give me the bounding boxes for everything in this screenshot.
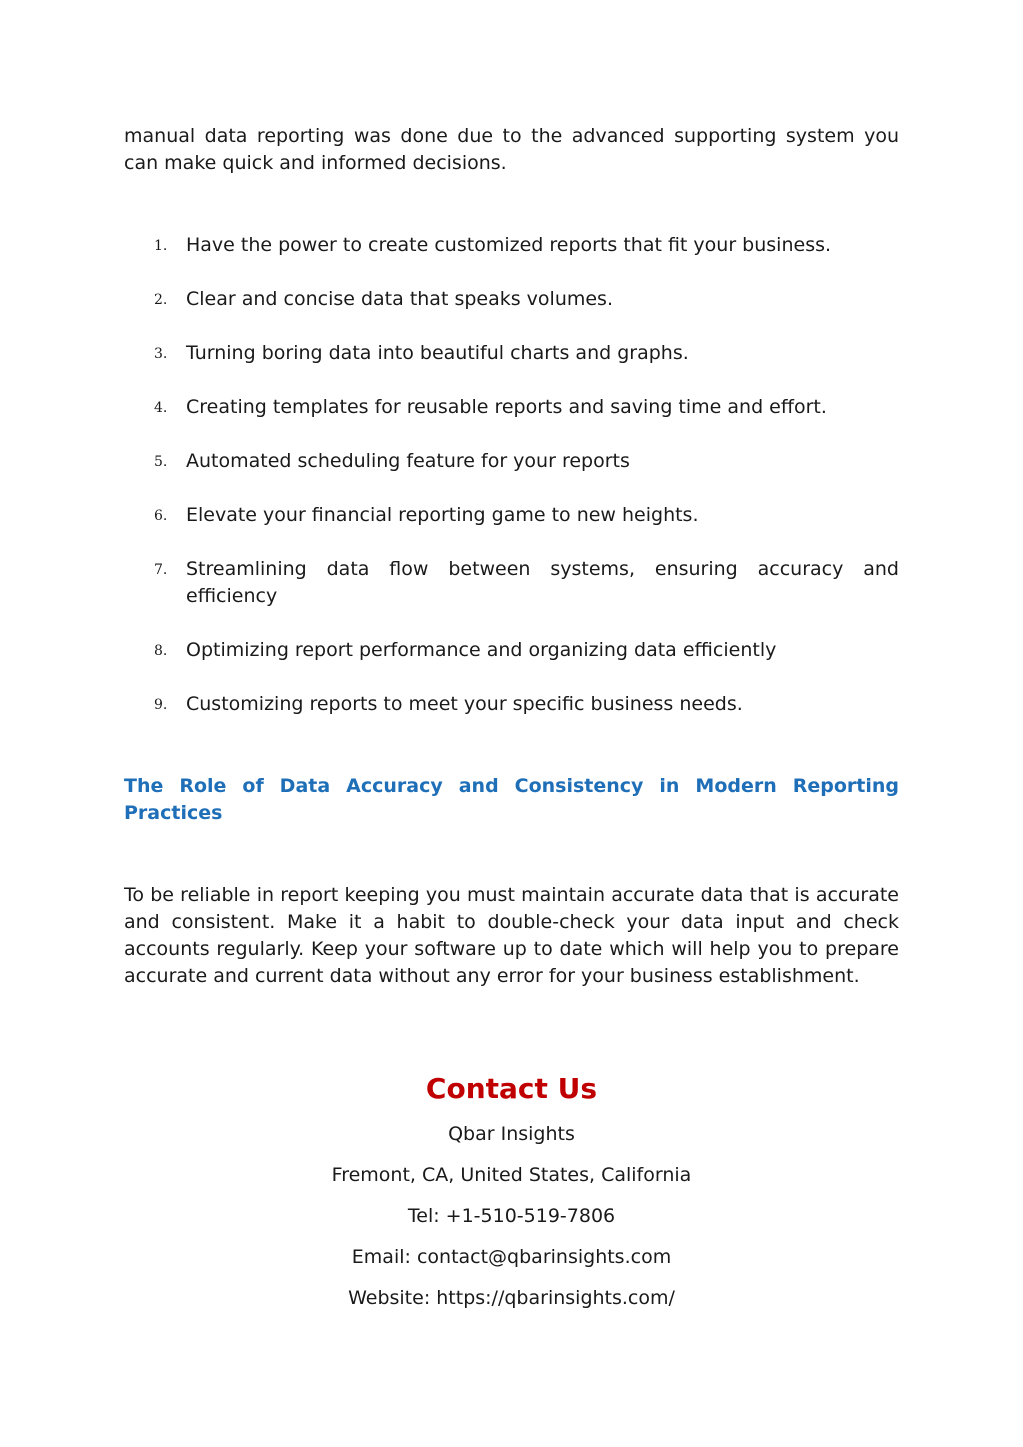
list-item: [124, 637, 899, 664]
list-number: 3.: [154, 346, 168, 362]
section-paragraph: To be reliable in report keeping you must maintain accurate data that is accurate and consistent. Make it a habit to double-check your data input and check accounts regularly. Keep your software up to date which will help you to prepare accurate and current data without any error for your business establishment.: [124, 884, 899, 987]
contact-title: Contact Us: [425, 1072, 598, 1105]
contact-company: Qbar Insights: [448, 1123, 575, 1145]
list-number: 7.: [154, 562, 168, 578]
list-item-text: Creating templates for reusable reports and saving time and effort.: [186, 396, 827, 418]
list-item-text: Have the power to create customized reports that fit your business.: [186, 234, 832, 256]
list-number: 8.: [154, 643, 168, 659]
section-heading: The Role of Data Accuracy and Consistency in Modern Reporting Practices: [124, 775, 899, 824]
list-number: 1.: [154, 238, 168, 254]
list-number: 5.: [154, 454, 168, 470]
list-item: [124, 232, 899, 259]
list-item-text: Streamlining data flow between systems, ensuring accuracy and efficiency: [186, 558, 899, 607]
list-item-text: Elevate your financial reporting game to new heights.: [186, 504, 699, 526]
contact-website: Website: https://qbarinsights.com/: [348, 1287, 675, 1309]
list-item: [124, 394, 899, 421]
list-item: [124, 502, 899, 529]
list-item: [124, 556, 899, 610]
list-item-text: Clear and concise data that speaks volumes.: [186, 288, 613, 310]
list-number: 6.: [154, 508, 168, 524]
list-number: 4.: [154, 400, 168, 416]
contact-block: [0, 1072, 1023, 1106]
contact-tel: Tel: +1-510-519-7806: [407, 1205, 616, 1227]
list-item-text: Automated scheduling feature for your reports: [186, 450, 630, 472]
list-item-text: Customizing reports to meet your specific business needs.: [186, 693, 743, 715]
intro-paragraph: manual data reporting was done due to the advanced supporting system you can make quick and informed decisions.: [124, 125, 899, 174]
list-item: [124, 340, 899, 367]
list-number: 2.: [154, 292, 168, 308]
list-item: [124, 448, 899, 475]
list-item-text: Turning boring data into beautiful charts and graphs.: [186, 342, 689, 364]
list-item: [124, 691, 899, 718]
contact-address: Fremont, CA, United States, California: [331, 1164, 692, 1186]
list-number: 9.: [154, 697, 168, 713]
list-item: [124, 286, 899, 313]
list-item-text: Optimizing report performance and organizing data efficiently: [186, 639, 777, 661]
contact-email: Email: contact@qbarinsights.com: [351, 1246, 672, 1268]
